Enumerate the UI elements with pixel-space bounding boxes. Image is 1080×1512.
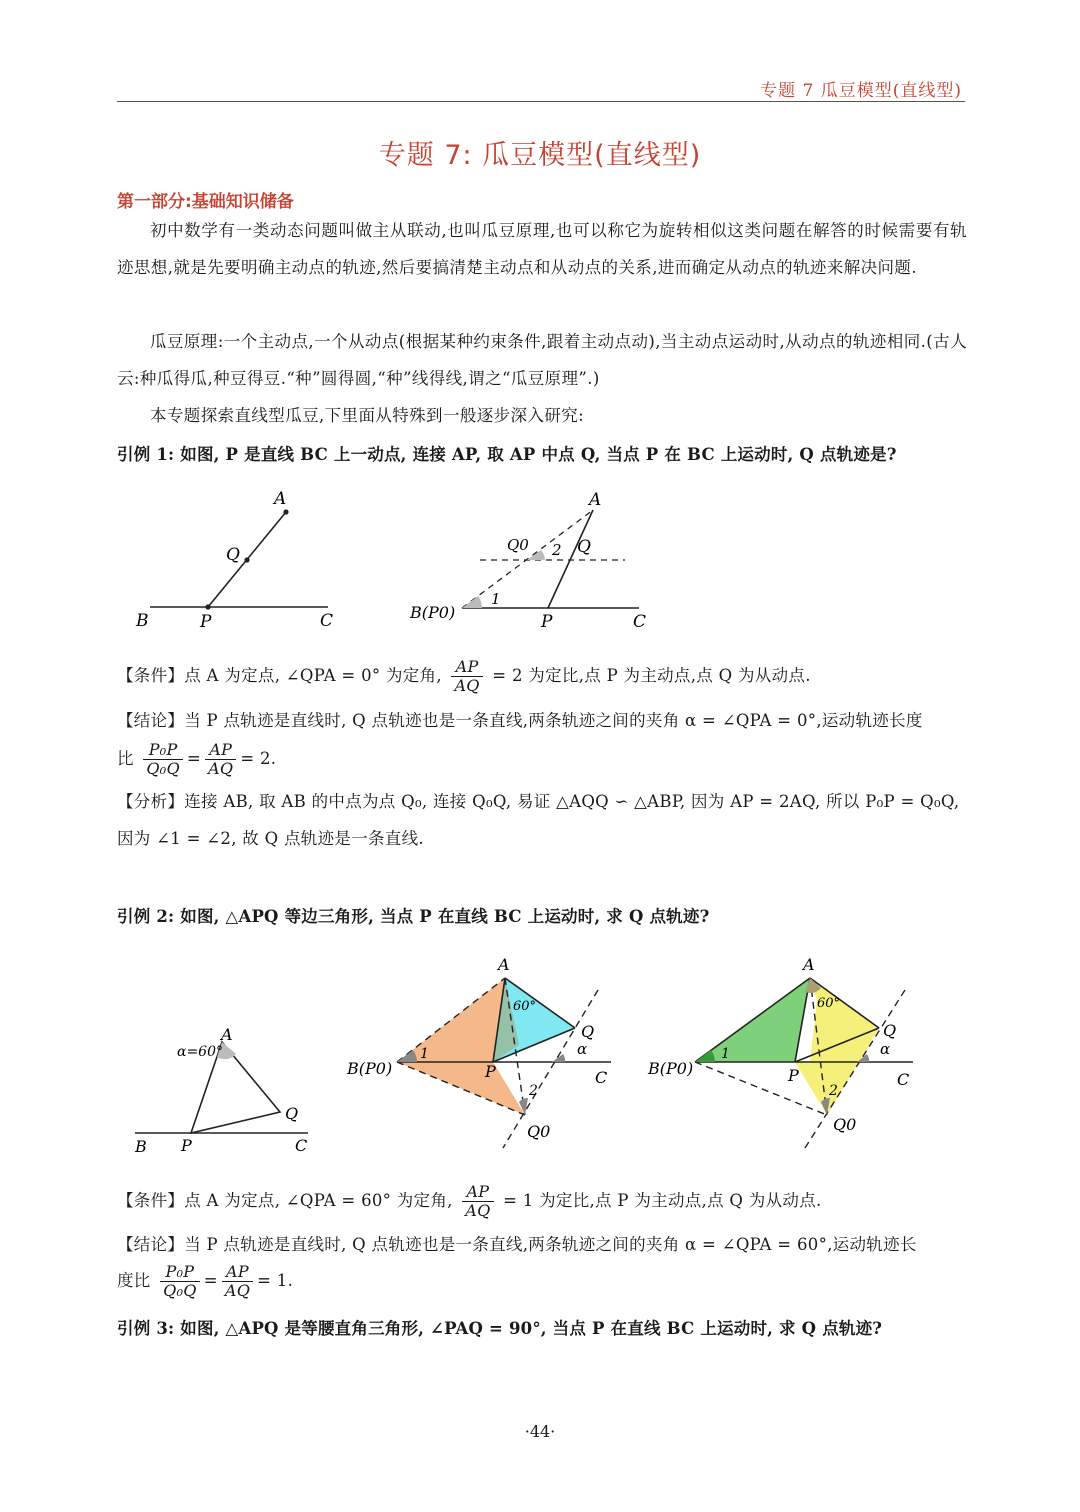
example-2-condition bbox=[117, 1182, 967, 1220]
section-heading: 第一部分:基础知识储备 bbox=[117, 192, 294, 212]
label-B-P0: B(P0) bbox=[410, 603, 456, 622]
label-Q0: Q0 bbox=[507, 536, 529, 554]
label-P: P bbox=[485, 1062, 496, 1081]
intro-paragraph-1: 初中数学有一类动态问题叫做主从联动,也叫瓜豆原理,也可以称它为旋转相似这类问题在解答的时候需要有轨迹思想,就是先要明确主动点的轨迹,然后要搞清楚主动点和从动点的关系,进而确定从动点的轨迹来解决问题. bbox=[117, 221, 967, 277]
example-1-question: 引例 1: 如图, P 是直线 BC 上一动点, 连接 AP, 取 AP 中点 Q, 当点 P 在 BC 上运动时, Q 点轨迹是? bbox=[117, 445, 897, 464]
label-alpha: α bbox=[880, 1040, 891, 1058]
example-2-figure-b bbox=[343, 950, 623, 1150]
example-2-conclusion-ratio: 度比 $\frac{\text{P₀P}}{\text{Q₀Q}}$ = $\frac{AP}{AQ}$ = 1. bbox=[117, 1262, 294, 1300]
label-Q0: Q0 bbox=[833, 1115, 857, 1134]
example-1-conclusion bbox=[117, 702, 967, 739]
condition-tag: 【条件】 bbox=[117, 1191, 185, 1210]
label-60deg: 60° bbox=[513, 999, 537, 1014]
label-A: A bbox=[803, 955, 815, 974]
label-C: C bbox=[897, 1070, 910, 1089]
ratio-suffix: = 2. bbox=[240, 749, 277, 768]
label-B-P0: B(P0) bbox=[347, 1059, 393, 1078]
analysis-text: 连接 AB, 取 AB 的中点为点 Q₀, 连接 Q₀Q, 易证 △AQQ ∽ △ABP, 因为 AP = 2AQ, 所以 P₀P = Q₀Q, 因为 ∠1 = ∠2, 故 Q 点轨迹是一条直线. bbox=[117, 792, 960, 848]
label-A: A bbox=[221, 1025, 233, 1044]
page-number: ·44· bbox=[524, 1422, 556, 1441]
running-header: 专题 7 瓜豆模型(直线型) bbox=[760, 81, 962, 101]
example-1-condition bbox=[117, 657, 967, 695]
label-C: C bbox=[320, 611, 334, 631]
conclusion-text: 当 P 点轨迹是直线时, Q 点轨迹也是一条直线,两条轨迹之间的夹角 α = ∠QPA = 60°,运动轨迹长 bbox=[184, 1235, 917, 1254]
label-angle-1: 1 bbox=[420, 1046, 429, 1062]
label-angle-1: 1 bbox=[721, 1046, 730, 1062]
label-Q: Q bbox=[285, 1104, 299, 1123]
example-2-question: 引例 2: 如图, △APQ 等边三角形, 当点 P 在直线 BC 上运动时, 求 Q 点轨迹? bbox=[117, 907, 710, 926]
intro-paragraph-2: 瓜豆原理:一个主动点,一个从动点(根据某种约束条件,跟着主动点动),当主动点运动时,从动点的轨迹相同.(古人云:种瓜得瓜,种豆得豆.“种”圆得圆,“种”线得线,谓之“瓜豆原理”.) bbox=[117, 332, 967, 388]
label-A: A bbox=[589, 490, 602, 510]
example-1-figure-a bbox=[120, 480, 360, 640]
ratio-prefix: 比 bbox=[117, 749, 134, 768]
example-1-conclusion-ratio: 比 $\frac{\text{P₀P}}{\text{Q₀Q}}$ = $\frac{AP}{AQ}$ = 2. bbox=[117, 740, 277, 778]
label-angle-2: 2 bbox=[552, 541, 562, 559]
example-1-analysis bbox=[117, 783, 967, 857]
analysis-tag: 【分析】 bbox=[117, 792, 185, 811]
example-2-figure-a bbox=[125, 1020, 325, 1160]
label-C: C bbox=[633, 612, 647, 632]
label-alpha: α bbox=[577, 1040, 588, 1058]
label-P: P bbox=[200, 612, 212, 632]
conclusion-tag: 【结论】 bbox=[117, 711, 185, 730]
condition-text-end: = 2 为定比,点 P 为主动点,点 Q 为从动点. bbox=[492, 666, 811, 685]
label-C: C bbox=[295, 1136, 308, 1155]
label-Q0: Q0 bbox=[527, 1122, 551, 1141]
label-B-P0: B(P0) bbox=[648, 1059, 694, 1078]
label-B: B bbox=[136, 611, 149, 631]
label-angle-1: 1 bbox=[491, 590, 501, 608]
label-A: A bbox=[498, 955, 510, 974]
ratio-fraction-2: $\frac{AP}{AQ}$ bbox=[222, 1263, 253, 1300]
label-P: P bbox=[181, 1136, 192, 1155]
label-P: P bbox=[541, 612, 553, 632]
label-alpha: α=60° bbox=[177, 1044, 223, 1060]
ratio-fraction-2: $\frac{AP}{AQ}$ bbox=[205, 741, 236, 778]
label-B: B bbox=[135, 1137, 147, 1156]
condition-text: 点 A 为定点, ∠QPA = 0° 为定角, bbox=[184, 666, 442, 685]
label-60deg: 60° bbox=[817, 996, 841, 1011]
conclusion-text: 当 P 点轨迹是直线时, Q 点轨迹也是一条直线,两条轨迹之间的夹角 α = ∠QPA = 0°,运动轨迹长度 bbox=[184, 711, 923, 730]
condition-text: 点 A 为定点, ∠QPA = 60° 为定角, bbox=[184, 1191, 453, 1210]
condition-tag: 【条件】 bbox=[117, 666, 185, 685]
ratio-fraction-1: $\frac{\text{P₀P}}{\text{Q₀Q}}$ bbox=[143, 741, 183, 778]
header-rule bbox=[117, 101, 965, 102]
ratio-fraction: $\frac{AP}{AQ}$ bbox=[462, 1183, 493, 1220]
label-Q: Q bbox=[581, 1022, 595, 1041]
label-Q: Q bbox=[883, 1021, 897, 1040]
label-P: P bbox=[788, 1066, 799, 1085]
label-C: C bbox=[595, 1068, 608, 1087]
ratio-fraction-1: $\frac{\text{P₀P}}{\text{Q₀Q}}$ bbox=[160, 1263, 200, 1300]
example-2-conclusion bbox=[117, 1226, 967, 1263]
condition-text-end: = 1 为定比,点 P 为主动点,点 Q 为从动点. bbox=[503, 1191, 822, 1210]
example-3-question: 引例 3: 如图, △APQ 是等腰直角三角形, ∠PAQ = 90°, 当点 P 在直线 BC 上运动时, 求 Q 点轨迹? bbox=[117, 1319, 883, 1338]
ratio-prefix: 度比 bbox=[117, 1271, 151, 1290]
label-A: A bbox=[274, 489, 287, 509]
label-Q: Q bbox=[577, 537, 591, 557]
page-title: 专题 7: 瓜豆模型(直线型) bbox=[378, 140, 702, 171]
example-2-figure-c bbox=[645, 950, 925, 1150]
label-Q: Q bbox=[226, 545, 240, 565]
conclusion-tag: 【结论】 bbox=[117, 1235, 185, 1254]
label-angle-2: 2 bbox=[529, 1083, 538, 1099]
ratio-fraction: $\frac{AP}{AQ}$ bbox=[451, 658, 482, 695]
label-angle-2: 2 bbox=[829, 1083, 838, 1099]
ratio-suffix: = 1. bbox=[257, 1271, 294, 1290]
example-1-figure-b bbox=[405, 484, 665, 644]
intro-paragraph-3: 本专题探索直线型瓜豆,下里面从特殊到一般逐步深入研究: bbox=[150, 406, 585, 425]
